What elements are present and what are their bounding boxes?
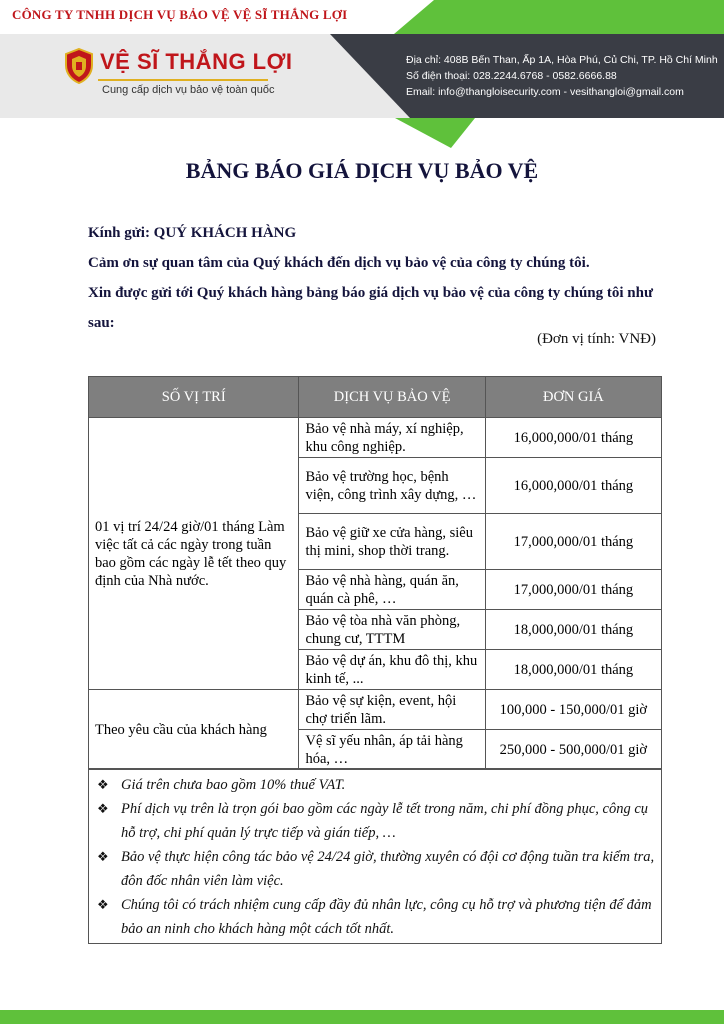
location-cell: Theo yêu cầu của khách hàng — [89, 690, 299, 770]
note-text: Phí dịch vụ trên là trọn gói bao gồm các ngày lễ tết trong năm, chi phí đồng phục, công cụ hỗ trợ, chi phí quản lý trực tiếp và gián tiếp, … — [121, 801, 649, 841]
diamond-bullet-icon: ❖ — [97, 897, 109, 912]
contact-email: Email: info@thangloisecurity.com - vesithangloi@gmail.com — [406, 86, 684, 98]
price-cell: 17,000,000/01 tháng — [485, 570, 661, 610]
service-cell: Bảo vệ trường học, bệnh viện, công trình xây dựng, … — [299, 458, 485, 514]
brand-slogan: Cung cấp dịch vụ bảo vệ toàn quốc — [102, 84, 275, 96]
greeting: Kính gửi: QUÝ KHÁCH HÀNG — [88, 225, 297, 241]
top-bar — [0, 0, 724, 34]
note-item — [95, 773, 655, 797]
diamond-bullet-icon: ❖ — [97, 777, 109, 792]
price-table — [88, 376, 662, 770]
price-cell: 250,000 - 500,000/01 giờ — [485, 730, 661, 770]
top-green-accent — [394, 0, 724, 34]
contact-info — [406, 52, 718, 100]
diamond-bullet-icon: ❖ — [97, 801, 109, 816]
service-cell: Bảo vệ nhà máy, xí nghiệp, khu công nghiệp. — [299, 418, 485, 458]
header-service: DỊCH VỤ BẢO VỆ — [299, 377, 485, 418]
intro-line-1: Cảm ơn sự quan tâm của Quý khách đến dịch vụ bảo vệ của công ty chúng tôi. — [88, 255, 590, 271]
table-row — [89, 418, 662, 458]
intro-line-2: Xin được gửi tới Quý khách hàng bảng báo giá dịch vụ bảo vệ của công ty chúng tôi như sau: — [88, 285, 653, 331]
note-item — [95, 893, 655, 941]
note-text: Bảo vệ thực hiện công tác bảo vệ 24/24 giờ, thường xuyên có đội cơ động tuần tra kiểm tra, đôn đốc nhân viên làm việc. — [121, 849, 655, 889]
contact-address: Địa chỉ: 408B Bến Than, Ấp 1A, Hòa Phú, Củ Chi, TP. Hồ Chí Minh — [406, 54, 718, 66]
service-cell: Vệ sĩ yếu nhân, áp tải hàng hóa, … — [299, 730, 485, 770]
price-cell: 100,000 - 150,000/01 giờ — [485, 690, 661, 730]
company-name: CÔNG TY TNHH DỊCH VỤ BẢO VỆ VỆ SĨ THẮNG LỢI — [12, 7, 348, 22]
service-cell: Bảo vệ tòa nhà văn phòng, chung cư, TTTM — [299, 610, 485, 650]
price-cell: 18,000,000/01 tháng — [485, 650, 661, 690]
currency-unit: (Đơn vị tính: VNĐ) — [537, 331, 656, 347]
intro-block — [88, 218, 668, 338]
table-row — [89, 690, 662, 730]
green-slant-accent — [395, 118, 475, 148]
contact-phone: Số điện thoại: 028.2244.6768 - 0582.6666.88 — [406, 70, 617, 82]
header-location: SỐ VỊ TRÍ — [89, 377, 299, 418]
header-price: ĐƠN GIÁ — [485, 377, 661, 418]
price-cell: 16,000,000/01 tháng — [485, 418, 661, 458]
price-cell: 16,000,000/01 tháng — [485, 458, 661, 514]
notes-box — [88, 768, 662, 944]
brand-underline — [98, 79, 268, 81]
shield-logo-icon — [64, 48, 94, 84]
table-header-row — [89, 377, 662, 418]
location-cell: 01 vị trí 24/24 giờ/01 tháng Làm việc tất cả các ngày trong tuần bao gồm các ngày lễ tết theo quy định của Nhà nước. — [89, 418, 299, 690]
bottom-green-bar — [0, 1010, 724, 1024]
diamond-bullet-icon: ❖ — [97, 849, 109, 864]
service-cell: Bảo vệ giữ xe cửa hàng, siêu thị mini, shop thời trang. — [299, 514, 485, 570]
note-text: Chúng tôi có trách nhiệm cung cấp đầy đủ nhân lực, công cụ hỗ trợ và phương tiện để đảm bảo an ninh cho khách hàng một cách tốt nhất. — [121, 897, 652, 937]
price-cell: 18,000,000/01 tháng — [485, 610, 661, 650]
note-item — [95, 845, 655, 893]
document-title: BẢNG BÁO GIÁ DỊCH VỤ BẢO VỆ — [185, 158, 539, 183]
brand-name: VỆ SĨ THẮNG LỢI — [100, 49, 293, 74]
service-cell: Bảo vệ nhà hàng, quán ăn, quán cà phê, … — [299, 570, 485, 610]
service-cell: Bảo vệ sự kiện, event, hội chợ triển lãm. — [299, 690, 485, 730]
service-cell: Bảo vệ dự án, khu đô thị, khu kinh tế, ... — [299, 650, 485, 690]
note-text: Giá trên chưa bao gồm 10% thuế VAT. — [121, 777, 346, 793]
price-cell: 17,000,000/01 tháng — [485, 514, 661, 570]
note-item — [95, 797, 655, 845]
